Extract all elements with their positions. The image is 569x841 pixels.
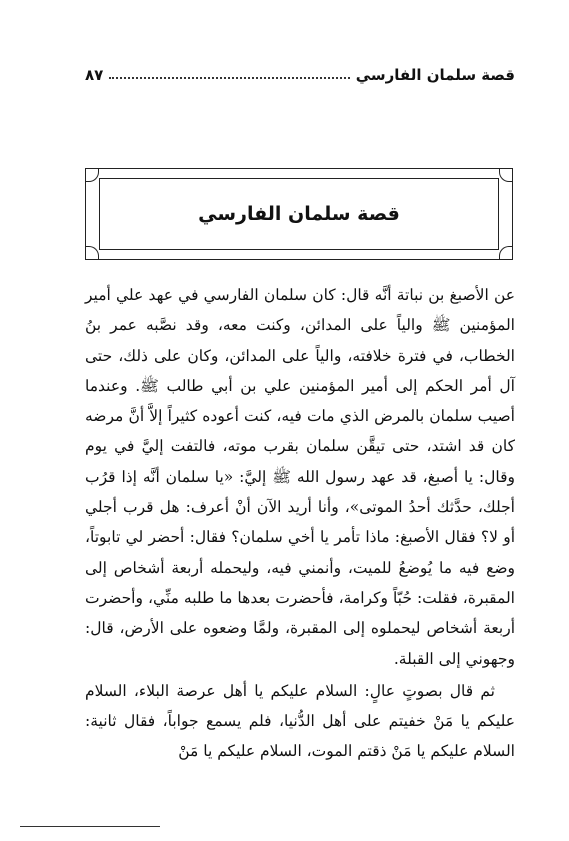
running-title: قصة سلمان الفارسي [355,66,515,84]
paragraph: ثم قال بصوتٍ عالٍ: السلام عليكم يا أهل عرصة البلاء، السلام عليكم يا مَنْ خفيتم على أهل الدُّنيا، فلم يسمع جواباً، فقال ثانية: السلام عليكم يا مَنْ ذقتم الموت، السلام عليكم يا مَنْ [85,681,515,761]
frame-corner-ornament [499,246,513,260]
footnote-divider [20,826,160,827]
page-number: ٨٧ [85,66,104,84]
body-text [85,280,515,767]
running-header [85,58,515,84]
leader-dots [109,76,349,79]
chapter-frame-inner [99,178,499,250]
chapter-title: قصة سلمان الفارسي [198,203,400,225]
paragraph: عن الأصبغ بن نباتة أنَّه قال: كان سلمان الفارسي في عهد علي أمير المؤمنين ﷺ والياً على المدائن، وكنت معه، وقد نصَّبه عمر بنُ الخطاب، في فترة خلافته، والياً على المدائن، وكان على ذلك، حتى آل أمر الحكم إلى أمير المؤمنين علي بن أبي طالب ﷺ. وعندما أصيب سلمان بالمرض الذي مات فيه، كنت أعوده كثيراً إلاَّ أنَّ مرضه كان قد اشتد، حتى تيقَّن سلمان بقرب موته، فالتفت إليَّ في يوم وقال: يا أصبغ، قد عهد رسول الله ﷺ إليَّ: «يا سلمان أنَّه إذا قرُب أجلك، حدَّثك أحدُ الموتى»، وأنا أريد الآن أنْ أعرف: هل قرب أجلي أو لا؟ فقال الأصبغ: ماذا تأمر يا أخي سلمان؟ فقال: أحضر لي تابوتاً، وضع فيه ما يُوضعُ للميت، وأنمني فيه، وليحمله أربعة أشخاص إلى المقبرة، فقلت: حُبّاً وكرامة، فأحضرت بعدها ما طلبه منِّي، وأحضرت أربعة أشخاص ليحملوه إلى المقبرة، ولمَّا وضعوه على الأرض، قال: وجهوني إلى القبلة. [85,286,515,668]
